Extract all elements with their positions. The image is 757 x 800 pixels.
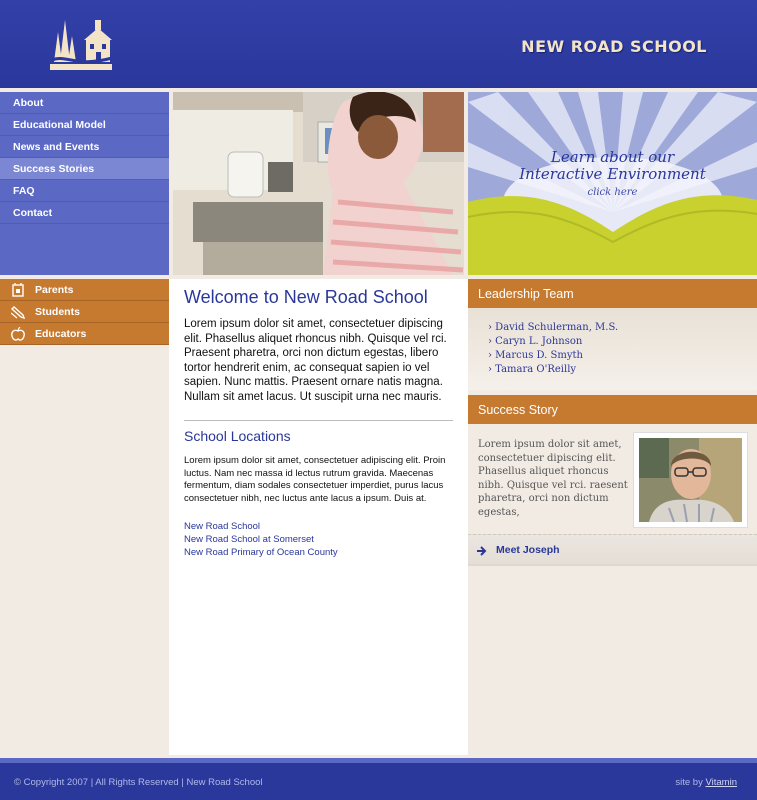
content-divider <box>184 420 453 421</box>
nav-item-news-and-events[interactable]: News and Events <box>0 136 169 158</box>
promo-line-1: Learn about our <box>550 148 675 166</box>
audience-label: Educators <box>35 328 87 340</box>
apple-icon <box>11 327 25 341</box>
copyright-text: © Copyright 2007 | All Rights Reserved | New Road School <box>14 777 263 788</box>
nav-item-faq[interactable]: FAQ <box>0 180 169 202</box>
leadership-list <box>468 308 757 390</box>
credit-prefix: site by <box>675 777 703 788</box>
audience-label: Students <box>35 306 80 318</box>
site-footer <box>0 763 757 800</box>
locations-paragraph: Lorem ipsum dolor sit amet, consectetuer adipiscing elit. Proin luctus. Nam nec massa id lectus rutrum gravida. Maecenas fermentum, diam sodales consectetuer imperdiet, purus lacus consectetuer nibh, nec luctus ante lacus a ipsum. Duis at. <box>184 455 446 504</box>
promo-line-2: Interactive Environment <box>519 165 706 183</box>
story-text: Lorem ipsum dolor sit amet, consectetuer dipiscing elit. Phasellus aliquet rhoncus nibh. Quisque vel rci. raesent pharetra, orci non dictum egestas, <box>478 439 628 518</box>
site-header <box>0 0 757 88</box>
locations-heading: School Locations <box>184 428 291 444</box>
audience-item-parents[interactable] <box>0 279 169 301</box>
leader-link[interactable]: › David Schulerman, M.S. <box>488 322 619 333</box>
site-credit <box>675 777 737 788</box>
success-story-body <box>468 424 757 534</box>
hero-photo <box>173 92 464 275</box>
location-links <box>184 520 338 559</box>
interactive-environment-promo[interactable] <box>468 92 757 275</box>
pencil-icon <box>11 305 25 319</box>
nav-item-about[interactable]: About <box>0 92 169 114</box>
main-content <box>169 279 468 755</box>
location-link[interactable]: New Road School <box>184 521 261 532</box>
success-story-heading: Success Story <box>468 395 757 424</box>
nav-item-success-stories[interactable]: Success Stories <box>0 158 169 180</box>
audience-item-students[interactable] <box>0 301 169 323</box>
audience-nav <box>0 279 169 345</box>
audience-item-educators[interactable] <box>0 323 169 345</box>
leader-link[interactable]: › Marcus D. Smyth <box>488 350 583 361</box>
leader-link[interactable]: › Caryn L. Johnson <box>488 336 583 347</box>
location-link[interactable]: New Road School at Somerset <box>184 534 314 545</box>
intro-paragraph: Lorem ipsum dolor sit amet, consectetuer dipiscing elit. Phasellus aliquet rhoncus nibh. Quisque vel rci. Praesent pharetra, orci non dictum egestas, libero tortor hendrerit enim, ac consequat sapien io vel sapien. Nunc mattis. Praesent ornare natis magna. Nullam sit amet lacus. Ut suscipit urna nec mauris. <box>184 318 447 403</box>
nav-item-educational-model[interactable]: Educational Model <box>0 114 169 136</box>
vitamin-link[interactable]: Vitamin <box>705 777 737 788</box>
parents-icon <box>11 283 25 297</box>
main-nav <box>0 92 169 275</box>
meet-joseph-link[interactable] <box>468 534 757 566</box>
location-link[interactable]: New Road Primary of Ocean County <box>184 547 338 558</box>
nav-item-contact[interactable]: Contact <box>0 202 169 224</box>
page-title: Welcome to New Road School <box>184 287 428 307</box>
leader-link[interactable]: › Tamara O'Reilly <box>488 364 577 375</box>
school-logo-icon[interactable] <box>46 12 116 72</box>
arrow-right-icon <box>477 546 487 556</box>
meet-joseph-label: Meet Joseph <box>496 544 560 556</box>
promo-click-here[interactable]: click here <box>587 187 638 198</box>
leadership-heading: Leadership Team <box>468 279 757 308</box>
site-title: NEW ROAD SCHOOL <box>521 37 707 56</box>
audience-label: Parents <box>35 284 74 296</box>
student-photo <box>633 432 748 528</box>
right-sidebar <box>468 279 757 566</box>
